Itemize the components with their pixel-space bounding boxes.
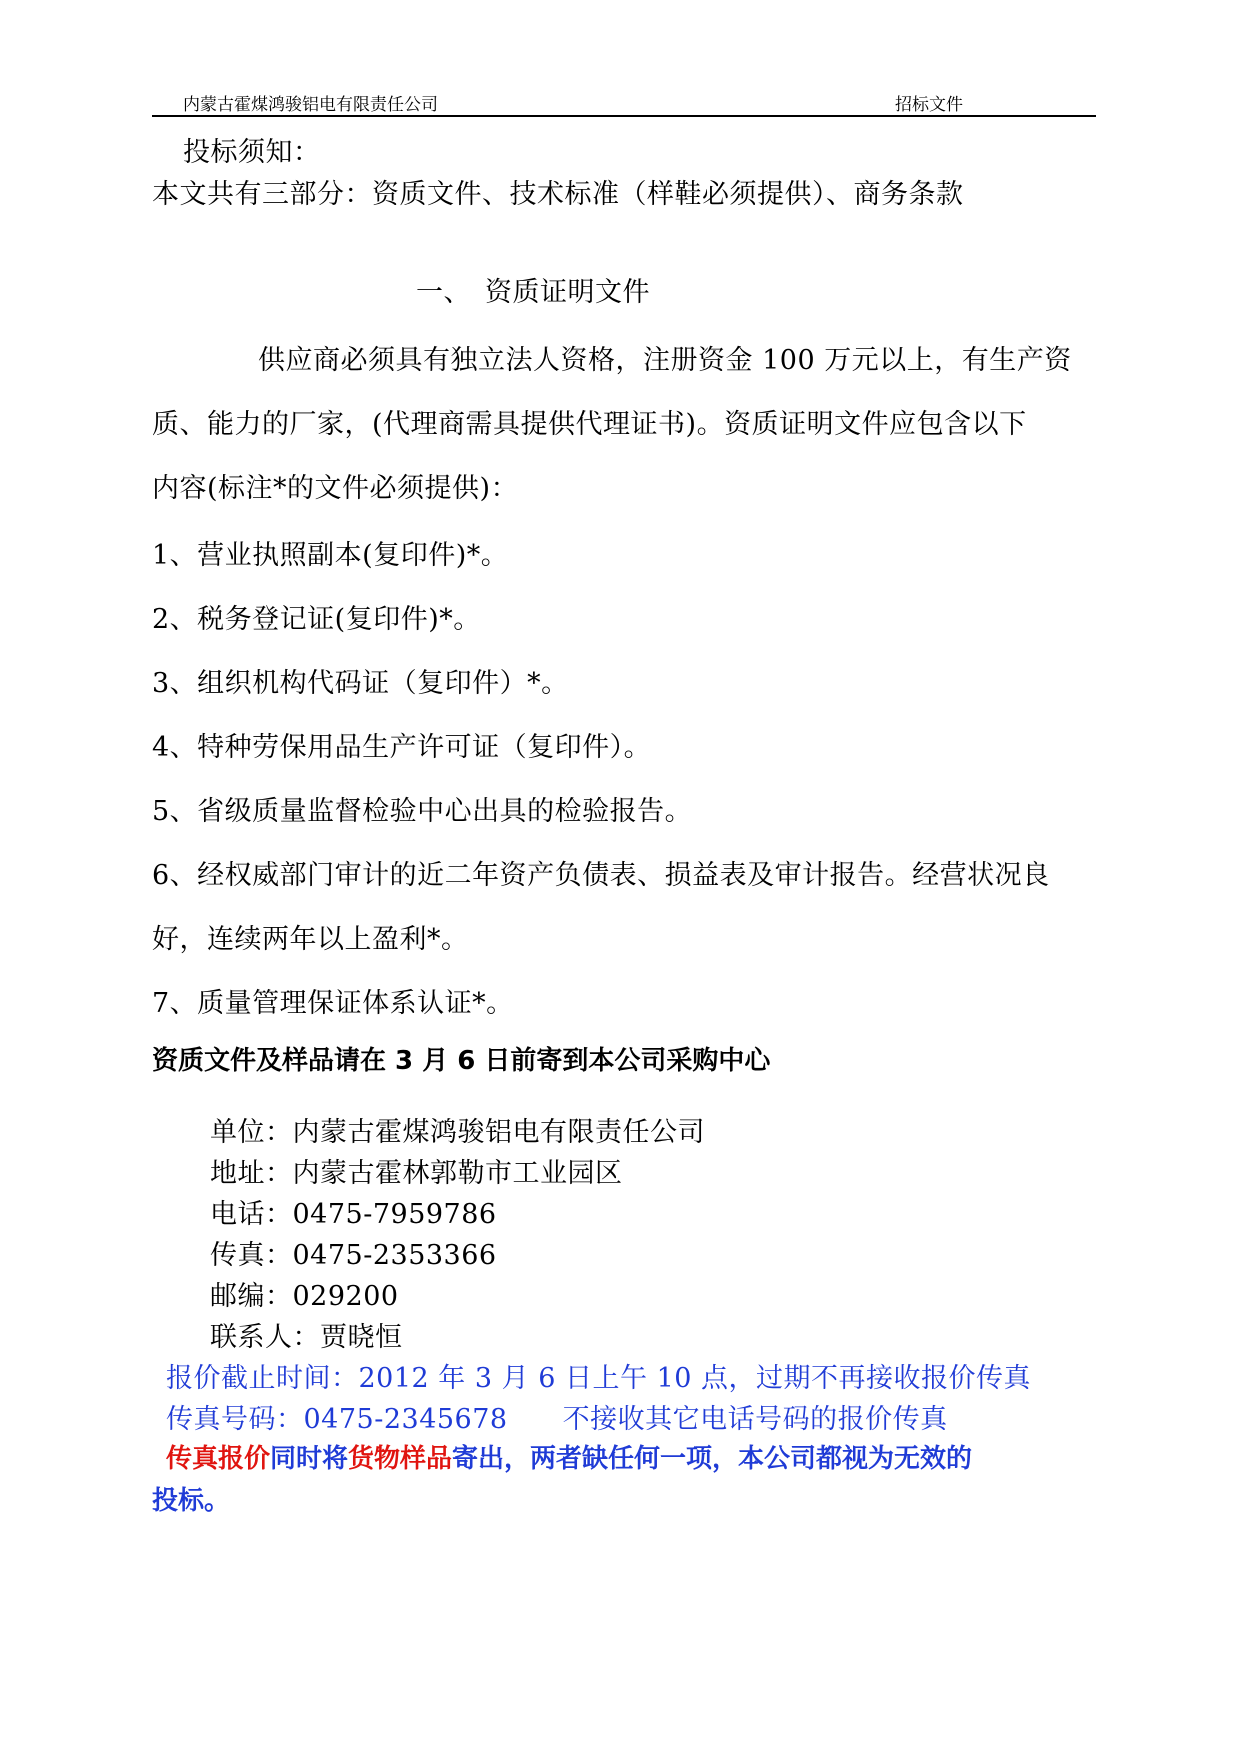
header-company: 内蒙古霍煤鸿骏铝电有限责任公司 <box>183 95 438 115</box>
intro-paragraph-line1: 供应商必须具有独立法人资格，注册资金 100 万元以上，有生产资 <box>258 345 1072 376</box>
header-doc-type: 招标文件 <box>895 95 963 115</box>
warning-line1 <box>166 1438 972 1475</box>
header-divider <box>152 115 1096 117</box>
warning-consequence: 寄出，两者缺任何一项，本公司都视为无效的 <box>452 1444 973 1474</box>
mailing-fax: 传真：0475-2353366 <box>210 1240 497 1271</box>
list-item: 好，连续两年以上盈利*。 <box>152 924 469 955</box>
notice-summary: 本文共有三部分：资质文件、技术标准（样鞋必须提供）、商务条款 <box>152 179 964 210</box>
section-heading: 一、 资质证明文件 <box>416 277 650 308</box>
mailing-contact: 联系人：贾晓恒 <box>210 1322 403 1353</box>
deadline-line: 报价截止时间：2012 年 3 月 6 日上午 10 点，过期不再接收报价传真 <box>166 1363 1032 1394</box>
list-item: 6、经权威部门审计的近二年资产负债表、损益表及审计报告。经营状况良 <box>152 860 1050 891</box>
list-item: 5、省级质量监督检验中心出具的检验报告。 <box>152 796 693 827</box>
list-item: 2、税务登记证(复印件)*。 <box>152 604 481 635</box>
list-item: 7、质量管理保证体系认证*。 <box>152 988 514 1019</box>
mailing-postcode: 邮编：029200 <box>210 1281 399 1312</box>
notice-title: 投标须知： <box>183 137 321 168</box>
warning-line2: 投标。 <box>152 1486 231 1516</box>
intro-paragraph-line2: 质、能力的厂家，(代理商需具提供代理证书)。资质证明文件应包含以下 <box>152 409 1027 440</box>
mailing-unit: 单位：内蒙古霍煤鸿骏铝电有限责任公司 <box>210 1117 705 1148</box>
warning-goods-sample: 货物样品 <box>348 1444 453 1474</box>
warning-simultaneous: 同时将 <box>270 1444 349 1474</box>
mailing-instruction: 资质文件及样品请在 3 月 6 日前寄到本公司采购中心 <box>152 1046 771 1076</box>
list-item: 4、特种劳保用品生产许可证（复印件）。 <box>152 732 652 763</box>
mailing-phone: 电话：0475-7959786 <box>210 1199 497 1230</box>
warning-fax-quote: 传真报价 <box>166 1444 271 1474</box>
fax-number-line: 传真号码：0475-2345678 不接收其它电话号码的报价传真 <box>166 1404 948 1435</box>
mailing-address: 地址：内蒙古霍林郭勒市工业园区 <box>210 1158 623 1189</box>
list-item: 1、营业执照副本(复印件)*。 <box>152 540 509 571</box>
list-item: 3、组织机构代码证（复印件）*。 <box>152 668 569 699</box>
intro-paragraph-line3: 内容(标注*的文件必须提供)： <box>152 473 519 504</box>
